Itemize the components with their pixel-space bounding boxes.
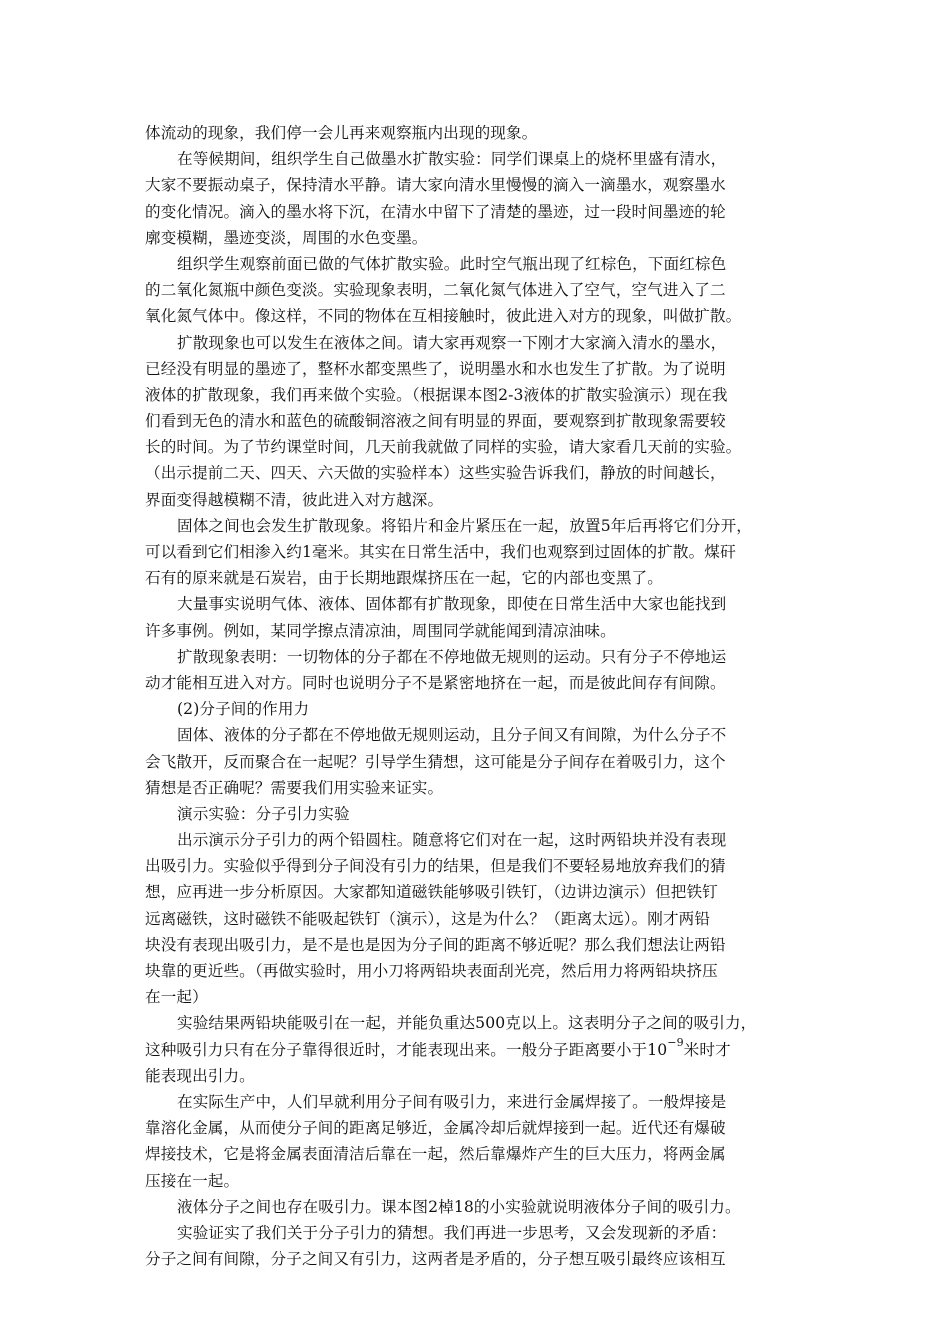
text-line-content: (2)分子间的作用力 bbox=[177, 700, 310, 719]
text-line bbox=[145, 1037, 785, 1063]
text-line-content: 扩散现象也可以发生在液体之间。请大家再观察一下刚才大家滴入清水的墨水， bbox=[177, 333, 727, 352]
text-line bbox=[145, 460, 785, 486]
text-line bbox=[145, 906, 785, 932]
text-line-content: 块没有表现出吸引力，是不是也是因为分子间的距离不够近呢？那么我们想法让两铅 bbox=[145, 935, 726, 954]
text-line bbox=[145, 1063, 785, 1089]
text-line-content: 想，应再进一步分析原因。大家都知道磁铁能够吸引铁钉，（边讲边演示）但把铁钉 bbox=[145, 883, 718, 902]
text-line bbox=[145, 356, 785, 382]
text-line-content: 液体的扩散现象，我们再来做个实验。（根据课本图2-3液体的扩散实验演示）现在我 bbox=[145, 385, 728, 404]
text-line bbox=[145, 801, 785, 827]
text-line-content: 廓变模糊，墨迹变淡，周围的水色变墨。 bbox=[145, 228, 428, 247]
text-line bbox=[145, 618, 785, 644]
text-line bbox=[145, 539, 785, 565]
text-line bbox=[145, 1141, 785, 1167]
text-line bbox=[145, 958, 785, 984]
text-line-content: 石有的原来就是石炭岩，由于长期地跟煤挤压在一起，它的内部也变黑了。 bbox=[145, 569, 663, 588]
text-line bbox=[145, 1010, 785, 1036]
text-line-continuation: 米时才 bbox=[683, 1040, 731, 1059]
text-line bbox=[145, 513, 785, 539]
text-line-content: 出示演示分子引力的两个铅圆柱。随意将它们对在一起，这时两铅块并没有表现 bbox=[177, 831, 727, 850]
text-line bbox=[145, 984, 785, 1010]
text-line bbox=[145, 644, 785, 670]
text-line bbox=[145, 853, 785, 879]
text-line bbox=[145, 146, 785, 172]
text-line bbox=[145, 487, 785, 513]
text-line-content: 压接在一起。 bbox=[145, 1171, 240, 1190]
text-line bbox=[145, 408, 785, 434]
text-line bbox=[145, 670, 785, 696]
text-line bbox=[145, 303, 785, 329]
text-line-content: 长的时间。为了节约课堂时间，几天前我就做了同样的实验，请大家看几天前的实验。 bbox=[145, 438, 742, 457]
text-line bbox=[145, 879, 785, 905]
text-line-content: 块靠的更近些。（再做实验时，用小刀将两铅块表面刮光亮，然后用力将两铅块挤压 bbox=[145, 962, 718, 980]
text-line-content: 靠溶化金属，从而使分子间的距离足够近，金属冷却后就焊接到一起。近代还有爆破 bbox=[145, 1119, 726, 1138]
text-line-content: 的变化情况。滴入的墨水将下沉，在清水中留下了清楚的墨迹，过一段时间墨迹的轮 bbox=[145, 202, 726, 221]
text-line-content: 猜想是否正确呢？需要我们用实验来证实。 bbox=[145, 778, 444, 797]
text-line-content: 会飞散开，反而聚合在一起呢？引导学生猜想，这可能是分子间存在着吸引力，这个 bbox=[145, 752, 726, 771]
text-line-content: 的二氧化氮瓶中颜色变淡。实验现象表明，二氧化氮气体进入了空气，空气进入了二 bbox=[145, 281, 726, 300]
text-line-content: 体流动的现象，我们停一会儿再来观察瓶内出现的现象。 bbox=[145, 124, 538, 142]
text-line bbox=[145, 722, 785, 748]
text-line-content: 大家不要振动桌子，保持清水平静。请大家向清水里慢慢的滴入一滴墨水，观察墨水 bbox=[145, 176, 726, 195]
text-line bbox=[145, 1089, 785, 1115]
text-line bbox=[145, 199, 785, 225]
text-line-content: 远离磁铁，这时磁铁不能吸起铁钉（演示），这是为什么？（距离太远）。刚才两铅 bbox=[145, 909, 711, 928]
text-line-content: （出示提前二天、四天、六天做的实验样本）这些实验告诉我们，静放的时间越长， bbox=[145, 464, 726, 483]
text-line bbox=[145, 251, 785, 277]
text-line-content: 实验结果两铅块能吸引在一起，并能负重达500克以上。这表明分子之间的吸引力， bbox=[177, 1014, 757, 1033]
text-line bbox=[145, 225, 785, 251]
text-line bbox=[145, 277, 785, 303]
text-line-content: 氧化氮气体中。像这样，不同的物体在互相接触时，彼此进入对方的现象，叫做扩散。 bbox=[145, 307, 742, 326]
text-line-content: 大量事实说明气体、液体、固体都有扩散现象，即使在日常生活中大家也能找到 bbox=[177, 595, 727, 614]
text-line bbox=[145, 565, 785, 591]
text-line bbox=[145, 1168, 785, 1194]
text-line bbox=[145, 434, 785, 460]
text-line bbox=[145, 827, 785, 853]
text-line-content: 液体分子之间也存在吸引力。课本图2棹18的小实验就说明液体分子间的吸引力。 bbox=[177, 1197, 741, 1216]
text-line-content: 出吸引力。实验似乎得到分子间没有引力的结果，但是我们不要轻易地放弃我们的猜 bbox=[145, 857, 726, 876]
text-line-content: 扩散现象表明：一切物体的分子都在不停地做无规则的运动。只有分子不停地运 bbox=[177, 647, 727, 666]
text-line-content: 已经没有明显的墨迹了，整杯水都变黑些了，说明墨水和水也发生了扩散。为了说明 bbox=[145, 359, 726, 378]
text-line-content: 可以看到它们相渗入约1毫米。其实在日常生活中，我们也观察到过固体的扩散。煤矸 bbox=[145, 543, 736, 561]
text-line bbox=[145, 1220, 785, 1246]
text-line bbox=[145, 172, 785, 198]
text-line-content: 界面变得越模糊不清，彼此进入对方越深。 bbox=[145, 490, 444, 509]
exponent: −9 bbox=[667, 1036, 684, 1050]
text-line-content: 能表现出引力。 bbox=[145, 1066, 255, 1085]
text-line-content: 固体之间也会发生扩散现象。将铅片和金片紧压在一起，放置5年后再将它们分开， bbox=[177, 516, 752, 535]
document-body bbox=[145, 120, 785, 1272]
text-line bbox=[145, 775, 785, 801]
text-line bbox=[145, 932, 785, 958]
text-line-content: 许多事例。例如，某同学擦点清凉油，周围同学就能闻到清凉油味。 bbox=[145, 621, 616, 640]
text-line bbox=[145, 382, 785, 408]
text-line-content: 焊接技术，它是将金属表面清洁后靠在一起，然后靠爆炸产生的巨大压力，将两金属 bbox=[145, 1145, 726, 1164]
text-line-content: 们看到无色的清水和蓝色的硫酸铜溶液之间有明显的界面，要观察到扩散现象需要较 bbox=[145, 412, 726, 431]
text-line bbox=[145, 591, 785, 617]
text-line-content: 动才能相互进入对方。同时也说明分子不是紧密地挤在一起，而是彼此间存有间隙。 bbox=[145, 673, 726, 692]
text-line-content: 在等候期间，组织学生自己做墨水扩散实验：同学们课桌上的烧杯里盛有清水， bbox=[177, 150, 727, 169]
text-line-content: 实验证实了我们关于分子引力的猜想。我们再进一步思考，又会发现新的矛盾： bbox=[177, 1223, 727, 1242]
text-line-content: 分子之间有间隙，分子之间又有引力，这两者是矛盾的，分子想互吸引最终应该相互 bbox=[145, 1250, 726, 1269]
text-line-content: 这种吸引力只有在分子靠得很近时，才能表现出来。一般分子距离要小于10 bbox=[145, 1040, 668, 1059]
text-line-content: 演示实验：分子引力实验 bbox=[177, 804, 350, 823]
text-line bbox=[145, 749, 785, 775]
text-line bbox=[145, 330, 785, 356]
text-line bbox=[145, 1246, 785, 1272]
text-line-content: 在实际生产中，人们早就利用分子间有吸引力，来进行金属焊接了。一般焊接是 bbox=[177, 1092, 727, 1111]
text-line-content: 组织学生观察前面已做的气体扩散实验。此时空气瓶出现了红棕色，下面红棕色 bbox=[177, 254, 727, 273]
text-line bbox=[145, 1194, 785, 1220]
text-line bbox=[145, 120, 785, 146]
text-line-content: 固体、液体的分子都在不停地做无规则运动，且分子间又有间隙，为什么分子不 bbox=[177, 726, 727, 745]
text-line-content: 在一起） bbox=[145, 988, 208, 1007]
text-line bbox=[145, 696, 785, 722]
text-line bbox=[145, 1115, 785, 1141]
